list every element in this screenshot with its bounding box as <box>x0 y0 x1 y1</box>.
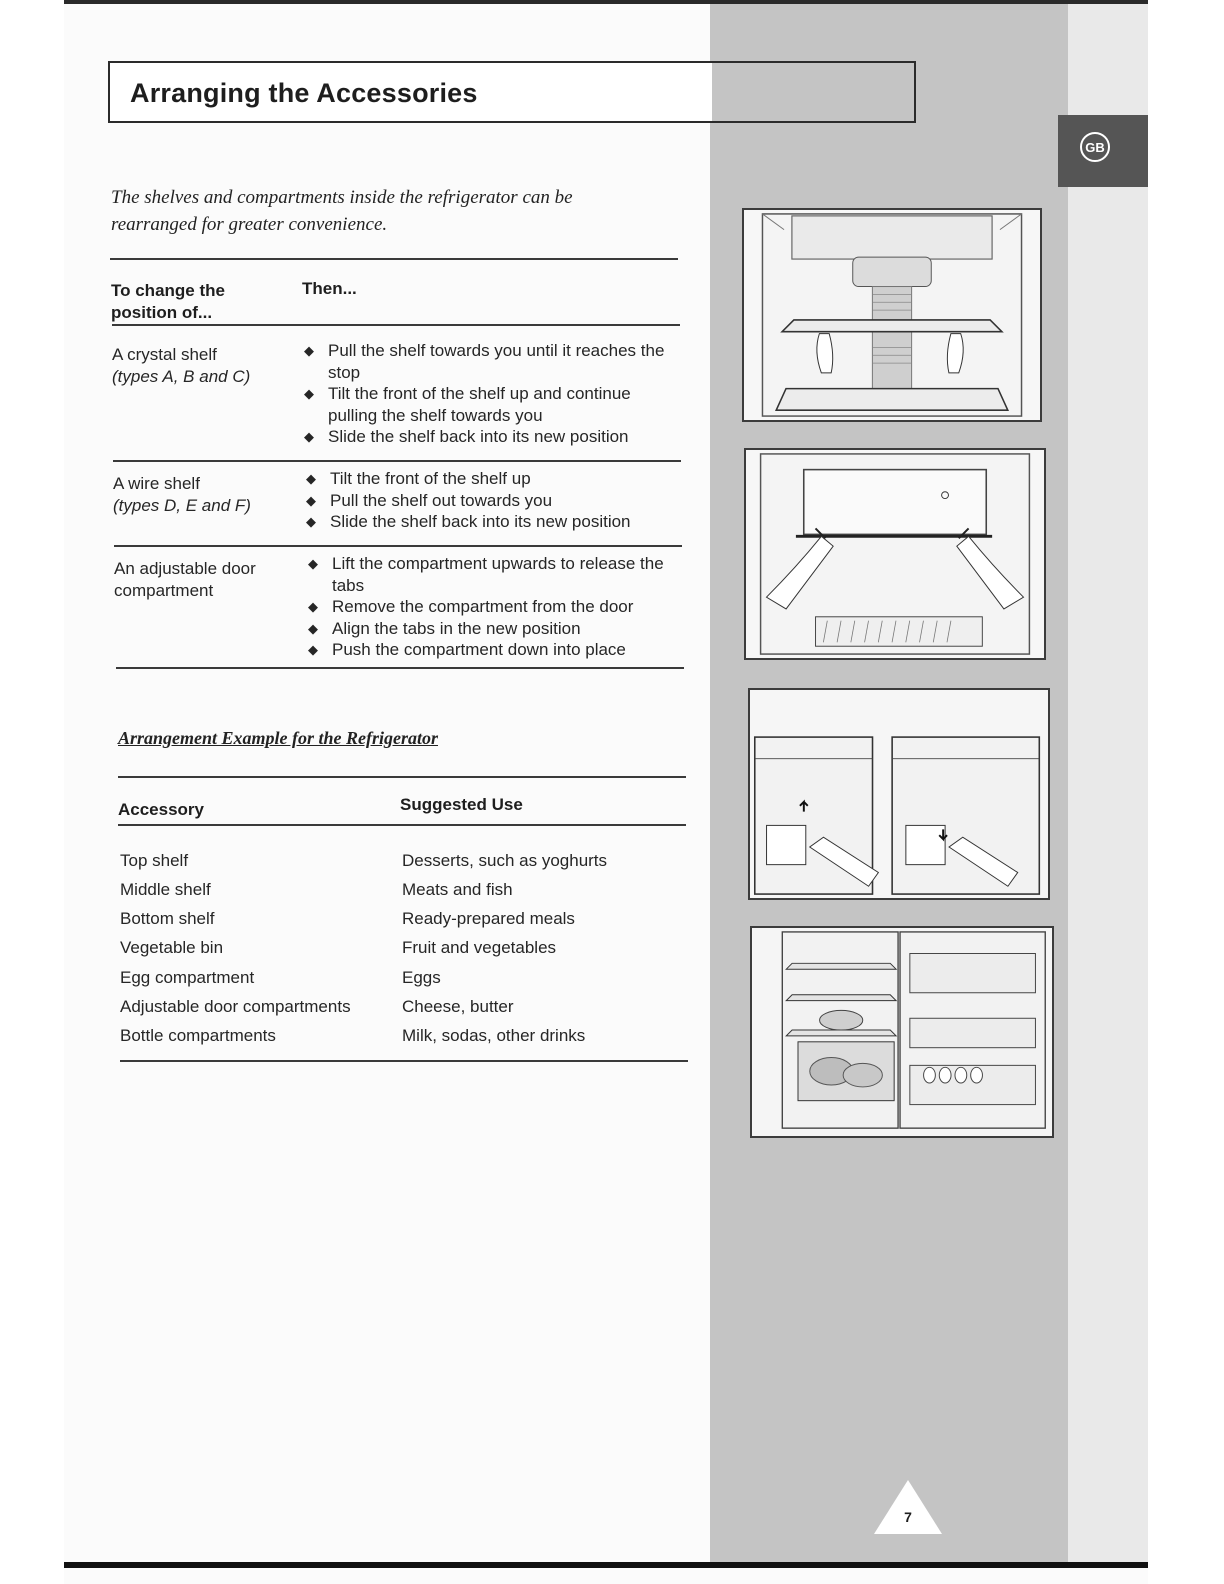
door-compartment-icon <box>750 690 1048 898</box>
page-number: 7 <box>904 1509 912 1525</box>
step-text: Tilt the front of the shelf up and continue pulling the shelf towards you <box>328 384 631 425</box>
scan-margin-right <box>1148 0 1224 1584</box>
diamond-bullet-icon: ◆ <box>306 514 316 529</box>
step-item <box>308 553 680 596</box>
arrangement-row <box>120 1026 680 1055</box>
step-item <box>304 340 676 383</box>
step-text: Align the tabs in the new position <box>332 618 581 638</box>
crystal-shelf-icon <box>744 210 1040 420</box>
column-header-action: Then... <box>302 279 357 298</box>
row-sublabel-text: (types A, B and C) <box>112 367 251 386</box>
step-text: Remove the compartment from the door <box>332 597 634 616</box>
diamond-bullet-icon: ◆ <box>306 471 316 486</box>
page-title: Arranging the Accessories <box>130 78 478 108</box>
row-label-door-compartment <box>114 558 274 602</box>
accessory-cell: Vegetable bin <box>120 938 224 957</box>
page-number-marker <box>872 1478 944 1536</box>
table-bottom-rule <box>116 667 684 669</box>
column-header-item: To change the position of... <box>111 281 225 322</box>
column-header-accessory: Accessory <box>118 800 205 819</box>
use-cell: Cheese, butter <box>402 997 514 1016</box>
arrangement-row <box>120 968 680 997</box>
arrangement-top-rule <box>118 776 686 778</box>
step-item <box>304 383 676 426</box>
crystal-shelf-illustration <box>742 208 1042 422</box>
top-edge-rule <box>64 0 1148 4</box>
table-header-rule <box>112 324 680 326</box>
diamond-bullet-icon: ◆ <box>308 620 318 636</box>
step-text: Tilt the front of the shelf up <box>330 469 531 488</box>
intro-text: The shelves and compartments inside the refrigerator can be rearranged for greater convenience. <box>111 187 573 235</box>
table-top-rule <box>110 258 678 260</box>
page-triangle-icon <box>872 1478 944 1536</box>
step-item <box>306 511 678 533</box>
arrangement-row <box>120 851 680 880</box>
row-label-crystal-shelf <box>112 344 292 388</box>
step-item <box>308 618 680 640</box>
arrangement-row <box>120 938 680 967</box>
accessory-cell: Bottom shelf <box>120 909 215 928</box>
row-label-text: A wire shelf <box>113 474 200 493</box>
row-label-text: An adjustable door compartment <box>114 559 256 600</box>
row-divider-1 <box>113 460 681 462</box>
accessory-cell: Top shelf <box>120 851 189 870</box>
step-text: Push the compartment down into place <box>332 640 626 659</box>
step-text: Lift the compartment upwards to release the tabs <box>332 554 664 595</box>
step-item <box>308 596 680 618</box>
arrangement-bottom-rule <box>120 1060 688 1062</box>
step-text: Pull the shelf out towards you <box>330 490 553 510</box>
title-box <box>108 61 916 123</box>
steps-wire-shelf <box>306 468 678 533</box>
language-tab <box>1058 115 1148 187</box>
wire-shelf-icon <box>746 450 1044 658</box>
wire-shelf-illustration <box>744 448 1046 660</box>
use-cell: Desserts, such as yoghurts <box>402 851 608 870</box>
arrangement-row <box>120 880 680 909</box>
diamond-bullet-icon: ◆ <box>308 599 318 614</box>
step-item <box>304 426 676 448</box>
accessory-cell: Middle shelf <box>120 880 211 899</box>
step-item <box>306 490 678 512</box>
accessory-cell: Bottle compartments <box>120 1026 276 1045</box>
diamond-bullet-icon: ◆ <box>304 429 314 444</box>
diamond-bullet-icon: ◆ <box>304 386 314 401</box>
arrangement-header-rule <box>118 824 686 826</box>
row-label-text: A crystal shelf <box>112 345 217 364</box>
steps-door-compartment <box>308 553 680 661</box>
use-cell: Milk, sodas, other drinks <box>402 1026 586 1045</box>
bottom-edge-rule <box>64 1562 1148 1568</box>
side-band-strip <box>1068 0 1148 1562</box>
refrigerator-interior-icon <box>752 928 1052 1136</box>
row-label-wire-shelf <box>113 473 293 517</box>
use-cell: Ready-prepared meals <box>402 909 575 928</box>
accessory-cell: Egg compartment <box>120 968 255 987</box>
diamond-bullet-icon: ◆ <box>304 343 314 358</box>
row-divider-2 <box>114 545 682 547</box>
refrigerator-interior-illustration <box>750 926 1054 1138</box>
step-text: Slide the shelf back into its new position <box>330 512 631 531</box>
use-cell: Meats and fish <box>402 880 513 899</box>
column-header-use: Suggested Use <box>400 795 523 814</box>
steps-crystal-shelf <box>304 340 676 448</box>
step-item <box>308 639 680 661</box>
arrangement-title: Arrangement Example for the Refrigerator <box>118 728 439 748</box>
language-badge: GB <box>1080 132 1110 162</box>
accessory-cell: Adjustable door compartments <box>120 997 351 1016</box>
use-cell: Eggs <box>402 968 441 987</box>
scan-margin-left <box>0 0 64 1584</box>
step-item <box>306 468 678 490</box>
diamond-bullet-icon: ◆ <box>308 556 318 571</box>
arrangement-row <box>120 909 680 938</box>
diamond-bullet-icon: ◆ <box>306 492 316 508</box>
step-text: Pull the shelf towards you until it reaches the stop <box>328 341 665 382</box>
row-sublabel-text: (types D, E and F) <box>113 496 251 515</box>
step-text: Slide the shelf back into its new position <box>328 427 629 446</box>
use-cell: Fruit and vegetables <box>402 938 557 957</box>
door-compartment-illustration <box>748 688 1050 900</box>
diamond-bullet-icon: ◆ <box>308 642 318 657</box>
arrangement-row <box>120 997 680 1026</box>
